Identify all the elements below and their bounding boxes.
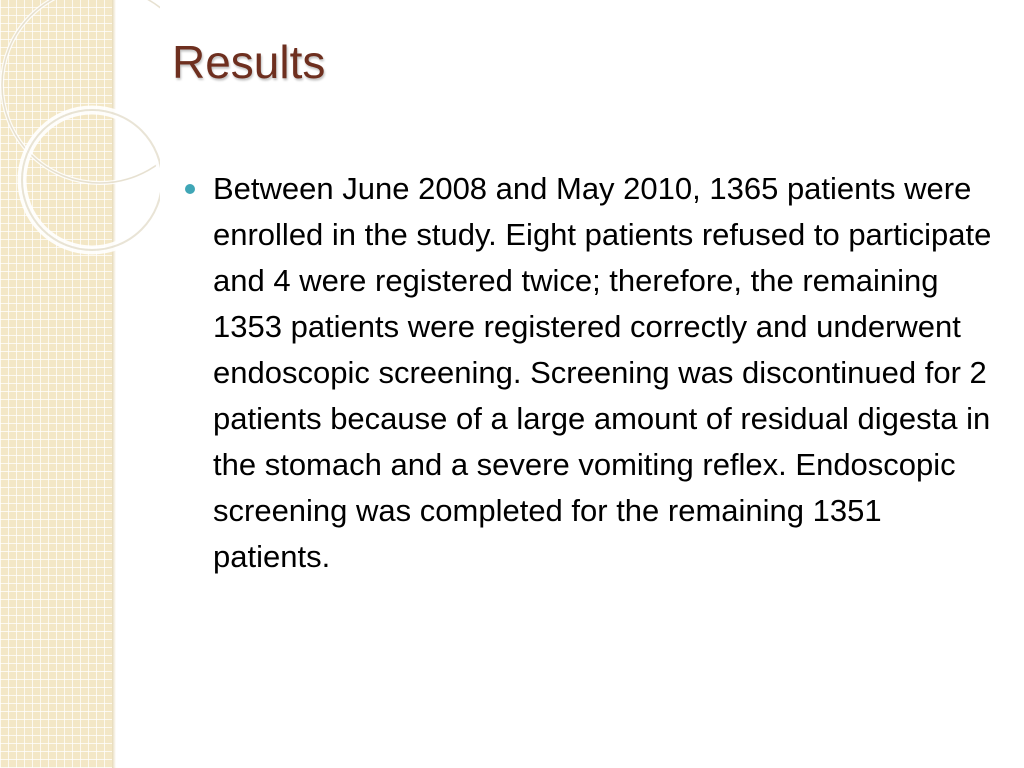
bullet-dot-icon — [185, 184, 195, 194]
bullet-text: Between June 2008 and May 2010, 1365 patients were enrolled in the study. Eight patients refused to participate and 4 were registered twice; therefore, the remaining 1353 patients were registered correctly and underwent endoscopic screening. Screening was discontinued for 2 patients because of a large amount of residual digesta in the stomach and a severe vomiting reflex. Endoscopic screening was completed for the remaining 1351 patients. — [213, 171, 992, 574]
bullet-item — [185, 166, 1000, 580]
slide-title: Results — [172, 36, 326, 88]
bullet-list — [185, 166, 1000, 580]
ring-decoration-icon — [0, 0, 160, 260]
